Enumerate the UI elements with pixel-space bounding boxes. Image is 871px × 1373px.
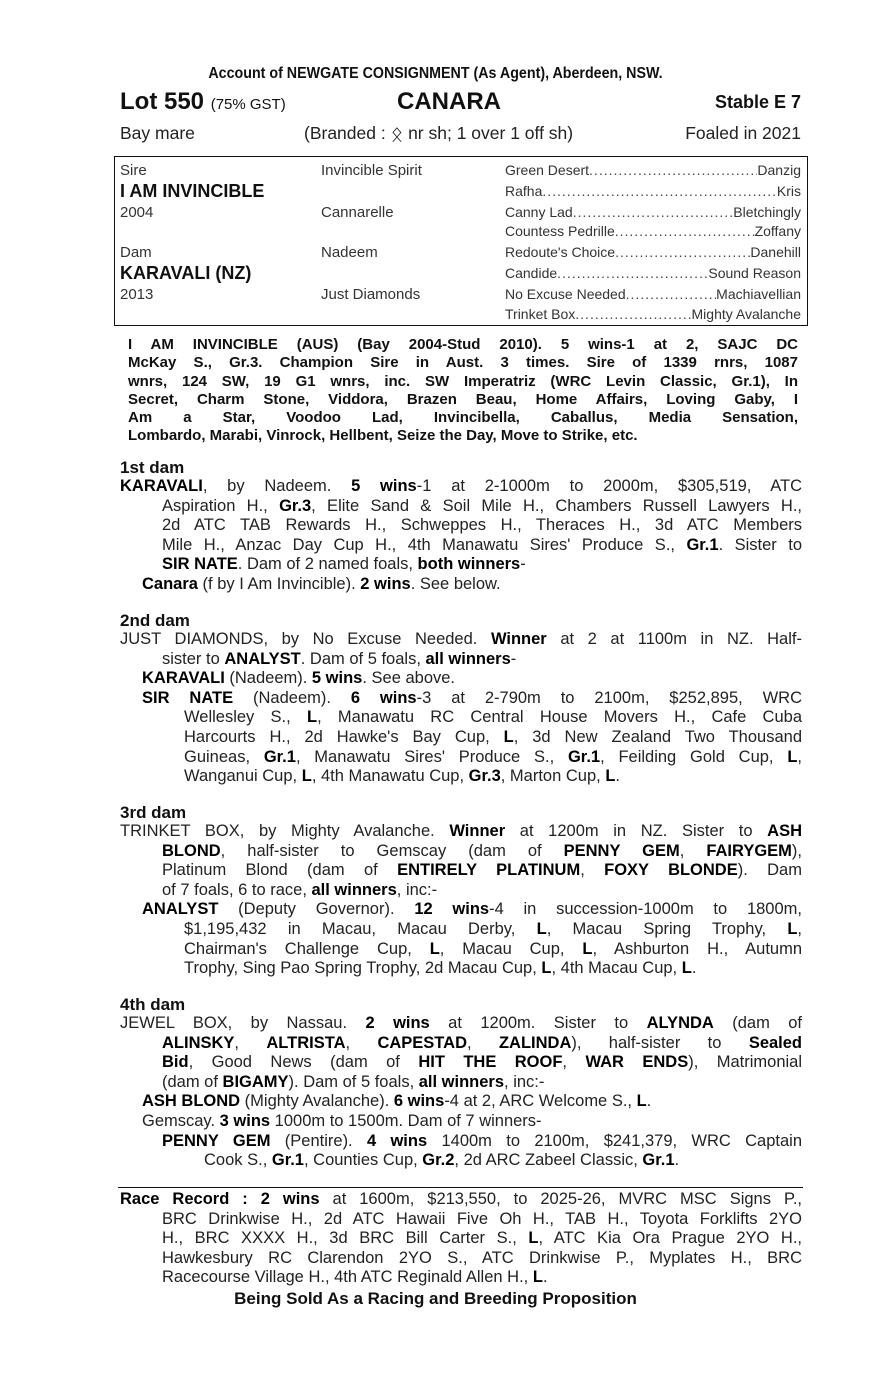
sire-label: Sire — [120, 162, 147, 179]
dam-sire: Nadeem — [321, 244, 378, 261]
ancestor-name: Redoute's Choice — [505, 244, 616, 260]
ancestor-name: Rafha — [505, 183, 543, 199]
text-line: Wellesley S., L, Manawatu RC Central House Movers H., Cafe Cuba — [184, 708, 802, 727]
brand-info — [304, 123, 573, 147]
text-line: Bid, Good News (dam of HIT THE ROOF, WAR ENDS), Matrimonial — [162, 1053, 803, 1072]
foaled-year: Foaled in 2021 — [685, 123, 801, 143]
text-line: ANALYST (Deputy Governor). 12 wins-4 in succession-1000m to 1800m, — [142, 900, 802, 919]
text-line: of 7 foals, 6 to race, all winners, inc:- — [162, 880, 438, 899]
text-line: 2d ATC TAB Rewards H., Schweppes H., Theraces H., 3d ATC Members — [162, 516, 802, 535]
text-line: KARAVALI, by Nadeem. 5 wins-1 at 2-1000m to 2000m, $305,519, ATC — [120, 477, 803, 495]
text-line: Harcourts H., 2d Hawke's Bay Cup, L, 3d New Zealand Two Thousand — [184, 727, 802, 746]
grandparent-row — [505, 265, 801, 281]
text-line: Gemscay. 3 wins 1000m to 1500m. Dam of 7 winners- — [142, 1111, 542, 1130]
text-line: sister to ANALYST. Dam of 5 foals, all winners- — [162, 649, 517, 668]
text-line: $1,195,432 in Macau, Macau Derby, L, Macau Spring Trophy, L, — [184, 919, 802, 938]
ancestor-name: Green Desert — [505, 162, 590, 178]
lot-number — [120, 88, 286, 116]
text-line: Canara (f by I Am Invincible). 2 wins. See below. — [142, 574, 501, 593]
sire-sire: Invincible Spirit — [321, 162, 422, 179]
fourth-dam-heading: 4th dam — [120, 995, 186, 1014]
text-line: Wanganui Cup, L, 4th Manawatu Cup, Gr.3, Marton Cup, L. — [184, 767, 620, 786]
ancestor-sire: Mighty Avalanche — [691, 306, 801, 322]
third-dam-heading: 3rd dam — [120, 803, 187, 822]
text-line: Race Record : 2 wins at 1600m, $213,550, to 2025-26, MVRC MSC Signs P., — [120, 1190, 802, 1208]
sire-summary — [128, 336, 798, 446]
divider-line — [118, 1187, 803, 1188]
text-line: Guineas, Gr.1, Manawatu Sires' Produce S., Gr.1, Feilding Gold Cup, L, — [184, 747, 802, 766]
ancestor-sire: Sound Reason — [708, 265, 801, 281]
fourth-dam-text — [120, 1014, 802, 1171]
text-line: BRC Drinkwise H., 2d ATC Hawaii Five Oh H., TAB H., Toyota Forklifts 2YO — [162, 1209, 802, 1228]
sire-year: 2004 — [120, 204, 154, 221]
second-dam-heading: 2nd dam — [120, 611, 190, 630]
text-line: ALINSKY, ALTRISTA, CAPESTAD, ZALINDA), half-sister to Sealed — [162, 1033, 803, 1052]
ancestor-name: Candide — [505, 265, 558, 281]
brand-suffix: nr sh; 1 over 1 off sh) — [408, 123, 574, 143]
brand-mark-icon: ᛟ — [390, 123, 404, 146]
dam-dam: Just Diamonds — [321, 286, 421, 303]
text-line: Cook S., Gr.1, Counties Cup, Gr.2, 2d ARC Zabeel Classic, Gr.1. — [204, 1151, 680, 1170]
grandparent-row — [505, 244, 801, 260]
sire-summary-line: wnrs, 124 SW, 19 G1 wnrs, inc. SW Imperatriz (WRC Levin Classic, Gr.1), In — [128, 372, 798, 390]
ancestor-name: Countess Pedrille — [505, 223, 615, 239]
text-line: ASH BLOND (Mighty Avalanche). 6 wins-4 at 2, ARC Welcome S., L. — [142, 1092, 652, 1111]
horse-name: CANARA — [397, 88, 501, 115]
ancestor-sire: Danehill — [750, 244, 801, 260]
dam-year: 2013 — [120, 286, 154, 303]
text-line: Platinum Blond (dam of ENTIRELY PLATINUM, FOXY BLONDE). Dam — [162, 861, 802, 880]
sire-summary-line: Secret, Charm Stone, Viddora, Brazen Beau, Home Affairs, Loving Gaby, I — [128, 390, 798, 408]
ancestor-sire: Bletchingly — [733, 204, 801, 220]
sale-note: Being Sold As a Racing and Breeding Proposition — [234, 1289, 637, 1308]
pedigree-table — [114, 156, 808, 326]
text-line: Aspiration H., Gr.3, Elite Sand & Soil Mile H., Chambers Russell Lawyers H., — [162, 496, 802, 515]
lot-label: Lot 550 — [120, 88, 205, 115]
first-dam-text — [120, 477, 802, 595]
ancestor-sire: Machiavellian — [716, 286, 801, 302]
grandparent-row — [505, 306, 801, 322]
text-line: BLOND, half-sister to Gemscay (dam of PENNY GEM, FAIRYGEM), — [162, 841, 802, 860]
sire-name: I AM INVINCIBLE — [120, 181, 265, 201]
first-dam-heading: 1st dam — [120, 458, 185, 477]
consignor-line: Account of NEWGATE CONSIGNMENT (As Agent), Aberdeen, NSW. — [208, 65, 663, 82]
text-line: JUST DIAMONDS, by No Excuse Needed. Winner at 2 at 1100m in NZ. Half- — [120, 630, 802, 648]
sex-colour: Bay mare — [120, 123, 195, 143]
ancestor-name: No Excuse Needed — [505, 286, 626, 302]
race-record — [120, 1190, 802, 1288]
dam-label: Dam — [120, 244, 152, 261]
stable-location: Stable E 7 — [714, 92, 801, 112]
sire-summary-line: McKay S., Gr.3. Champion Sire in Aust. 3 times. Sire of 1339 rnrs, 1087 — [128, 354, 798, 372]
ancestor-name: Trinket Box — [505, 306, 576, 322]
gst-note: (75% GST) — [210, 96, 286, 113]
brand-prefix: (Branded : — [304, 123, 386, 143]
ancestor-sire: Zoffany — [754, 223, 801, 239]
ancestor-sire: Kris — [776, 183, 801, 199]
text-line: Racecourse Village H., 4th ATC Reginald Allen H., L. — [162, 1268, 548, 1287]
text-line: JEWEL BOX, by Nassau. 2 wins at 1200m. Sister to ALYNDA (dam of — [120, 1014, 803, 1032]
ancestor-name: Canny Lad — [505, 204, 573, 220]
text-line: Hawkesbury RC Clarendon 2YO S., ATC Drinkwise P., Myplates H., BRC — [162, 1248, 802, 1267]
sire-dam: Cannarelle — [321, 204, 394, 221]
lot-header — [120, 88, 801, 120]
text-line: SIR NATE. Dam of 2 named foals, both winners- — [162, 555, 526, 574]
text-line: Trophy, Sing Pao Spring Trophy, 2d Macau Cup, L, 4th Macau Cup, L. — [184, 959, 697, 978]
text-line: Chairman's Challenge Cup, L, Macau Cup, L, Ashburton H., Autumn — [184, 939, 803, 958]
sire-summary-line: Am a Star, Voodoo Lad, Invincibella, Caballus, Media Sensation, — [128, 409, 798, 427]
text-line: PENNY GEM (Pentire). 4 wins 1400m to 2100m, $241,379, WRC Captain — [162, 1131, 803, 1150]
third-dam-text — [120, 822, 802, 979]
grandparent-row — [505, 162, 801, 178]
text-line: KARAVALI (Nadeem). 5 wins. See above. — [142, 669, 456, 688]
sire-summary-line: I AM INVINCIBLE (AUS) (Bay 2004-Stud 2010). 5 wins-1 at 2, SAJC DC — [128, 336, 798, 353]
grandparent-row — [505, 204, 801, 220]
sire-summary-line: Lombardo, Marabi, Vinrock, Hellbent, Seize the Day, Move to Strike, etc. — [128, 427, 638, 445]
grandparent-row — [505, 183, 801, 199]
text-line: Mile H., Anzac Day Cup H., 4th Manawatu Sires' Produce S., Gr.1. Sister to — [162, 535, 802, 554]
ancestor-sire: Danzig — [757, 162, 801, 178]
text-line: SIR NATE (Nadeem). 6 wins-3 at 2-790m to 2100m, $252,895, WRC — [142, 688, 803, 707]
text-line: H., BRC XXXX H., 3d BRC Bill Carter S., L, ATC Kia Ora Prague 2YO H., — [162, 1229, 802, 1248]
grandparent-row — [505, 223, 801, 239]
grandparent-row — [505, 286, 801, 302]
text-line: (dam of BIGAMY). Dam of 5 foals, all winners, inc:- — [162, 1072, 545, 1091]
second-dam-text — [120, 630, 802, 787]
dam-name: KARAVALI (NZ) — [120, 263, 252, 283]
text-line: TRINKET BOX, by Mighty Avalanche. Winner at 1200m in NZ. Sister to ASH — [120, 822, 802, 840]
